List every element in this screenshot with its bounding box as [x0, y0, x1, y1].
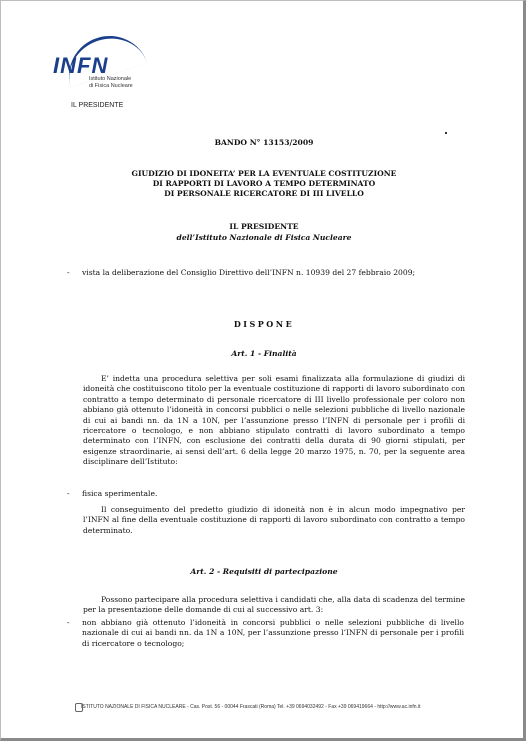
- art1-item-text: fisica sperimentale.: [82, 489, 158, 498]
- art2-item-text: non abbiano già ottenuto l’idoneità in concorsi pubblici o nelle selezioni pubbliche di livello nazionale di cui ai bandi nn. da 1N a 10N, per l’assunzione presso l’INFN di personale per i profili di ricercatore o tecnologo;: [82, 618, 464, 648]
- dash-marker: -: [67, 618, 70, 627]
- dash-marker: -: [67, 489, 70, 498]
- logo-subtitle: [89, 76, 133, 90]
- art1-paragraph: E’ indetta una procedura selettiva per soli esami finalizzata alla formulazione di giudizi di idoneità che costituiscono titolo per la eventuale costituzione di rapporti di lavoro subordinato con contratto a tempo determinato di personale ricercatore di III livello professionale per coloro non abbiano già ottenuto l’idoneità in concorsi pubblici o nelle selezioni pubbliche di livello nazionale di cui ai bandi nn. da 1N a 10N, per l’assunzione presso l’INFN di personale per i profili di ricercatore o tecnologo, e non abbiano stipulato contratti di lavoro subordinato a tempo determinato con l’INFN, con esclusione dei contratti della durata di 90 giorni stipulati, per esigenze straordinarie, ai sensi dell’art. 6 della legge 20 marzo 1975, n. 70, per la seguente area disciplinare dell’Istituto:: [83, 374, 465, 467]
- margin-mark: [445, 132, 447, 134]
- logo-sub-line1: Istituto Nazionale: [89, 76, 132, 82]
- logo-text: INFN: [53, 53, 109, 78]
- infn-logo: [41, 31, 161, 101]
- title-line-1: GIUDIZIO DI IDONEITA’ PER LA EVENTUALE COSTITUZIONE: [131, 169, 397, 178]
- art2-paragraph: Possono partecipare alla procedura selettiva i candidati che, alla data di scadenza del termine per la presentazione delle domande di cui al successivo art. 3:: [83, 595, 465, 615]
- art1-title: Art. 1 - Finalità: [231, 349, 297, 358]
- header-president-tag: IL PRESIDENTE: [71, 102, 124, 109]
- president-heading: IL PRESIDENTE: [229, 222, 299, 231]
- title-line-2: DI RAPPORTI DI LAVORO A TEMPO DETERMINATO: [152, 179, 376, 188]
- art1-paragraph-2: Il conseguimento del predetto giudizio di idoneità non è in alcun modo impegnativo per l’INFN al fine della eventuale costituzione di rapporti di lavoro subordinato con contratto a tempo determinato.: [83, 505, 465, 535]
- president-subheading: dell’Istituto Nazionale di Fisica Nucleare: [176, 233, 352, 242]
- dispone-heading: DISPONE: [233, 319, 295, 329]
- vista-text: vista la deliberazione del Consiglio Direttivo dell’INFN n. 10939 del 27 febbraio 2009;: [82, 268, 416, 277]
- title-line-3: DI PERSONALE RICERCATORE DI III LIVELLO: [164, 189, 364, 198]
- art2-title: Art. 2 - Requisiti di partecipazione: [190, 567, 338, 576]
- logo-sub-line2: di Fisica Nucleare: [89, 83, 133, 89]
- dash-marker: -: [67, 268, 70, 277]
- bando-number: BANDO N° 13153/2009: [214, 138, 314, 147]
- footer-address: ISTITUTO NAZIONALE DI FISICA NUCLEARE - Cas. Post. 56 - 00044 Frascati (Roma) Tel. +39 0694032492 - Fax +39 069419664 - http://www.ac.infn.it: [81, 704, 421, 710]
